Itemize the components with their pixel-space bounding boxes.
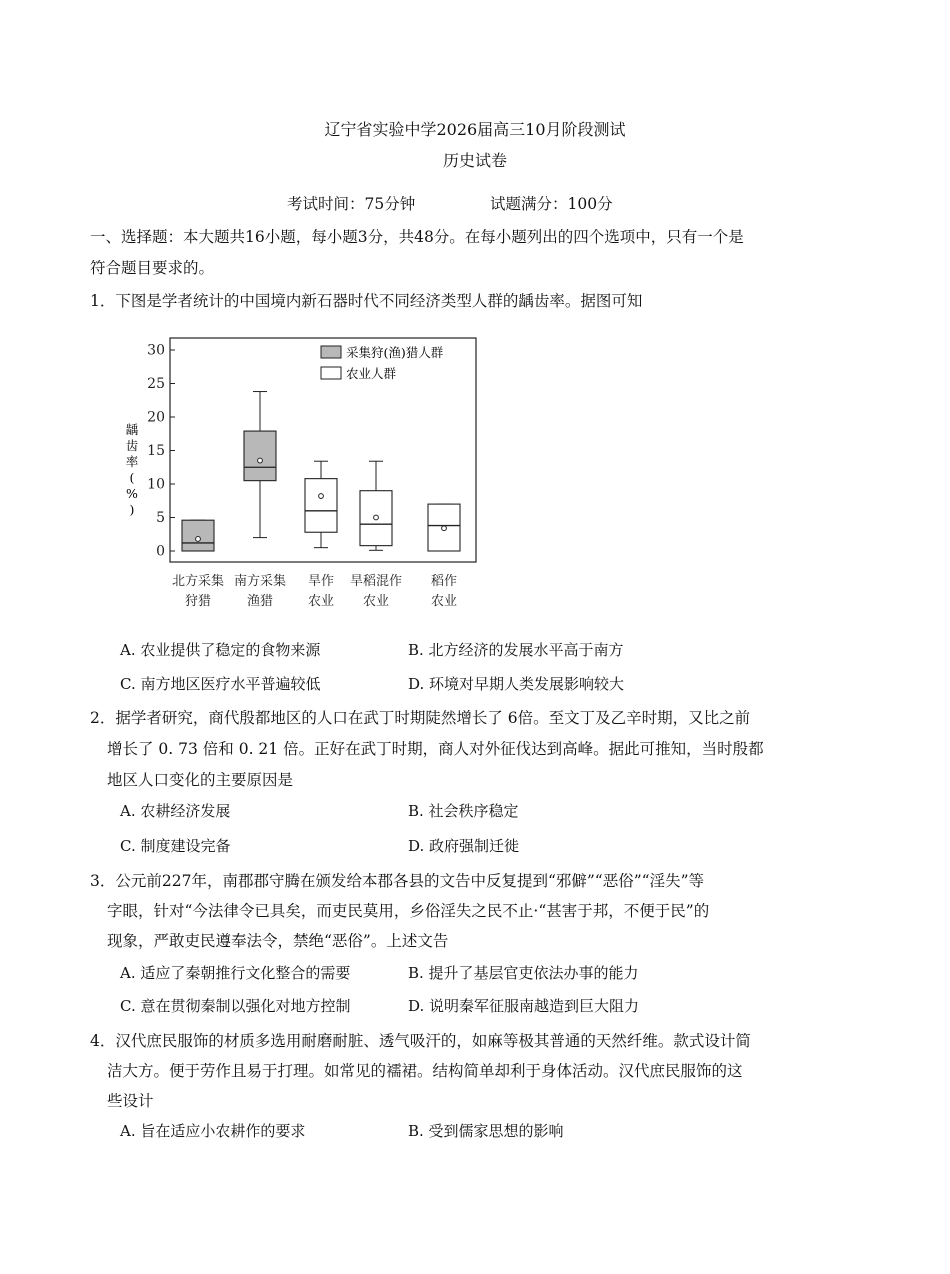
box-2 <box>244 392 276 538</box>
question-4-stem-line-1: 4．汉代庶民服饰的材质多选用耐磨耐脏、透气吸汗的，如麻等极其普通的天然纤维。款式设计简 <box>90 1032 751 1050</box>
section-instruction-line-2: 符合题目要求的。 <box>90 259 215 277</box>
legend-label-hunter-gatherer: 采集狩(渔)猎人群 <box>346 345 444 360</box>
x-category-2-line-2: 渔猎 <box>246 594 274 609</box>
x-category-1-line-1: 北方采集 <box>171 574 225 589</box>
y-tick-label-5: 5 <box>156 510 165 526</box>
y-tick-label-10: 10 <box>147 476 165 493</box>
x-category-4-line-1: 旱稻混作 <box>349 574 403 589</box>
x-category-3-line-1: 旱作 <box>307 574 335 589</box>
box-3-iqr <box>305 479 337 533</box>
x-category-5-line-2: 农业 <box>430 594 458 609</box>
box-1-mean <box>196 537 201 542</box>
box-1 <box>182 520 214 551</box>
question-3-stem-line-2: 字眼，针对“今法律令已具矣，而吏民莫用，乡俗淫失之民不止·“甚害于邦，不便于民”的 <box>107 902 710 920</box>
box-1-iqr <box>182 520 214 551</box>
box-2-iqr <box>244 431 276 481</box>
q1-option-a: A. 农业提供了稳定的食物来源 <box>120 641 321 659</box>
legend-label-agricultural: 农业人群 <box>346 366 397 381</box>
q3-option-b: B. 提升了基层官吏依法办事的能力 <box>408 964 639 982</box>
box-3-mean <box>319 494 324 499</box>
legend-swatch-agricultural <box>321 367 341 379</box>
exam-title: 辽宁省实验中学2026届高三10月阶段测试 <box>324 120 626 139</box>
q2-option-d: D. 政府强制迁徙 <box>408 837 520 855</box>
question-4-stem-line-2: 洁大方。便于劳作且易于打理。如常见的襦裙。结构简单却利于身体活动。汉代庶民服饰的这 <box>107 1062 743 1080</box>
question-2-stem-line-1: 2．据学者研究，商代殷都地区的人口在武丁时期陡然增长了 6倍。至文丁及乙辛时期，又比之前 <box>90 709 751 727</box>
full-score: 试题满分：100分 <box>490 195 613 213</box>
q2-option-a: A. 农耕经济发展 <box>120 802 231 820</box>
y-axis-label: 龋齿率( % ) <box>125 422 139 517</box>
box-3 <box>305 461 337 547</box>
exam-subtitle: 历史试卷 <box>442 151 507 170</box>
box-2-mean <box>258 458 263 463</box>
chart-legend <box>321 345 444 381</box>
y-tick-label-25: 25 <box>147 376 165 392</box>
section-instruction-line-1: 一、选择题：本大题共16小题，每小题3分，共48分。在每小题列出的四个选项中，只有一个是 <box>90 228 744 246</box>
q3-option-d: D. 说明秦军征服南越造到巨大阻力 <box>408 997 640 1015</box>
q1-option-b: B. 北方经济的发展水平高于南方 <box>408 641 624 659</box>
x-category-5-line-1: 稻作 <box>430 574 458 589</box>
question-1-stem: 1．下图是学者统计的中国境内新石器时代不同经济类型人群的龋齿率。据图可知 <box>90 292 643 310</box>
legend-swatch-hunter-gatherer <box>321 346 341 358</box>
q1-option-c: C. 南方地区医疗水平普遍较低 <box>120 675 321 693</box>
y-tick-label-15: 15 <box>147 443 165 459</box>
q1-option-d: D. 环境对早期人类发展影响较大 <box>408 675 625 693</box>
question-4-stem-line-3: 些设计 <box>107 1092 154 1110</box>
question-3-stem-line-3: 现象，严敢吏民遵奉法令，禁绝“恶俗”。上述文告 <box>107 932 449 950</box>
caries-rate-box-plot <box>118 326 498 616</box>
box-5-mean <box>442 526 447 531</box>
q3-option-a: A. 适应了秦朝推行文化整合的需要 <box>120 964 351 982</box>
box-5 <box>428 504 460 551</box>
question-3-stem-line-1: 3．公元前227年，南郡郡守腾在颁发给本郡各县的文告中反复提到“邪僻”“恶俗”“淫失”等 <box>90 872 704 890</box>
q2-option-b: B. 社会秩序稳定 <box>408 802 519 820</box>
x-category-4-line-2: 农业 <box>362 594 390 609</box>
q4-option-b: B. 受到儒家思想的影响 <box>408 1122 564 1140</box>
exam-time: 考试时间：75分钟 <box>287 195 416 213</box>
x-category-1-line-2: 狩猎 <box>184 594 212 609</box>
question-2-stem-line-2: 增长了 0. 73 倍和 0. 21 倍。正好在武丁时期，商人对外征伐达到高峰。据此可推知，当时殷都 <box>107 740 764 758</box>
x-category-3-line-2: 农业 <box>307 594 335 609</box>
q4-option-a: A. 旨在适应小农耕作的要求 <box>120 1122 306 1140</box>
y-tick-label-0: 0 <box>156 543 165 560</box>
box-4 <box>360 461 392 550</box>
y-tick-label-30: 30 <box>147 342 165 359</box>
box-4-mean <box>374 515 379 520</box>
y-tick-label-20: 20 <box>147 409 165 426</box>
q2-option-c: C. 制度建设完备 <box>120 837 231 855</box>
x-category-2-line-1: 南方采集 <box>233 574 287 589</box>
question-2-stem-line-3: 地区人口变化的主要原因是 <box>107 771 294 789</box>
q3-option-c: C. 意在贯彻秦制以强化对地方控制 <box>120 997 351 1015</box>
